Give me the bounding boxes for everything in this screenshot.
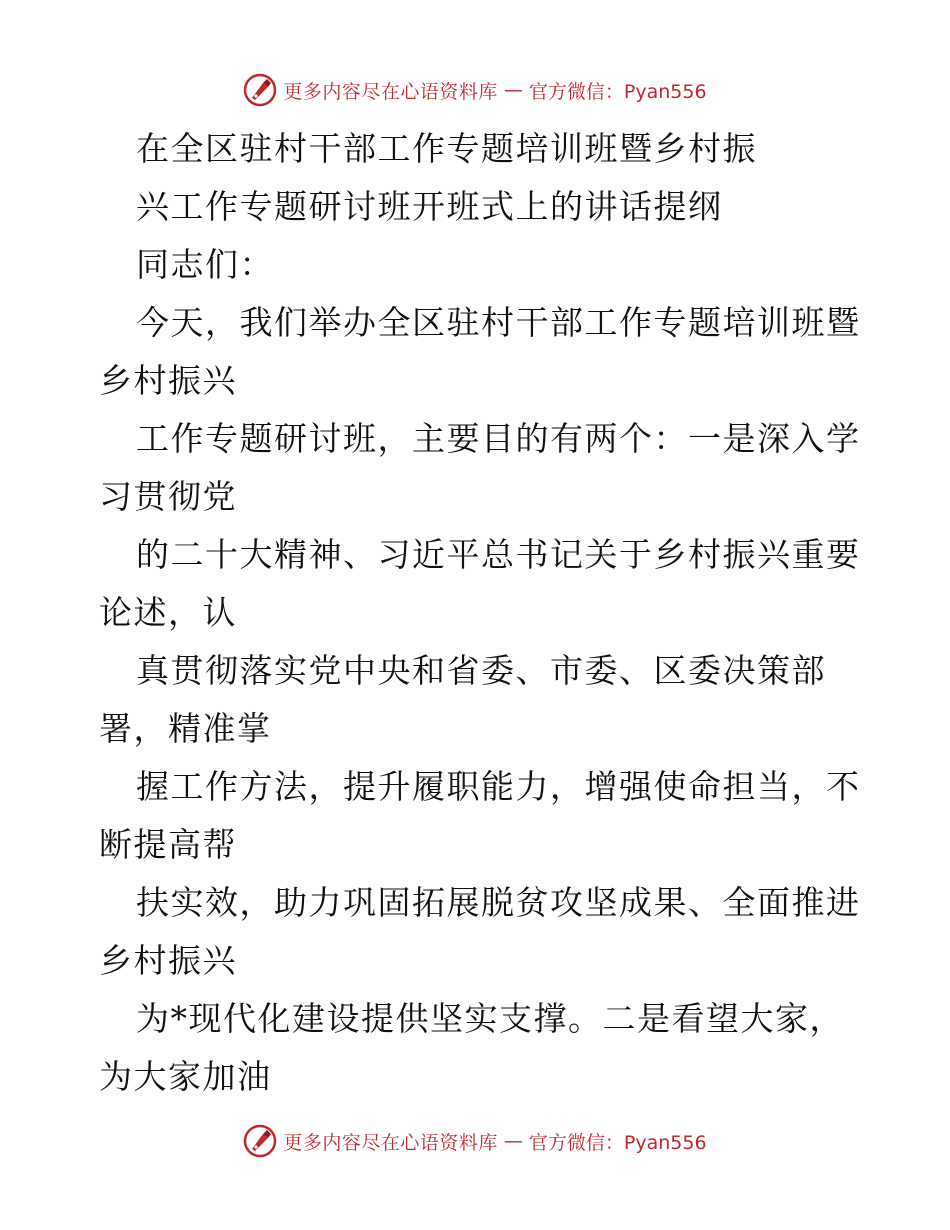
body-line: 断提高帮 <box>99 825 237 864</box>
body-line: 为大家加油 <box>99 1057 272 1096</box>
body-line: 握工作方法，提升履职能力，增强使命担当，不 <box>136 767 861 806</box>
body-line: 乡村振兴 <box>99 361 237 400</box>
footer-watermark <box>0 1121 950 1161</box>
body-line: 论述，认 <box>99 593 237 632</box>
watermark-site-text: 更多内容尽在心语资料库 <box>283 80 498 103</box>
body-line: 署，精准掌 <box>99 709 272 748</box>
salutation: 同志们： <box>136 245 274 284</box>
body-line: 今天，我们举办全区驻村干部工作专题培训班暨 <box>136 303 861 342</box>
body-line: 真贯彻落实党中央和省委、市委、区委决策部 <box>136 651 826 690</box>
watermark-site-text: 更多内容尽在心语资料库 <box>283 1131 498 1154</box>
pen-nib-logo-icon <box>243 1124 277 1158</box>
body-line: 乡村振兴 <box>99 941 237 980</box>
pen-nib-logo-icon <box>243 73 277 107</box>
header-watermark <box>0 70 950 110</box>
body-line: 的二十大精神、习近平总书记关于乡村振兴重要 <box>136 535 861 574</box>
body-line: 扶实效，助力巩固拓展脱贫攻坚成果、全面推进 <box>136 883 861 922</box>
watermark-wechat-text: 官方微信：Pyan556 <box>528 80 707 103</box>
watermark-separator: — <box>503 79 523 101</box>
title-line-1: 在全区驻村干部工作专题培训班暨乡村振 <box>136 129 757 168</box>
body-line: 习贯彻党 <box>99 477 237 516</box>
body-line: 工作专题研讨班，主要目的有两个：一是深入学 <box>136 419 861 458</box>
watermark-wechat-text: 官方微信：Pyan556 <box>528 1131 707 1154</box>
watermark-separator: — <box>503 1130 523 1152</box>
body-line: 为*现代化建设提供坚实支撑。二是看望大家， <box>136 999 844 1038</box>
title-line-2: 兴工作专题研讨班开班式上的讲话提纲 <box>136 187 723 226</box>
